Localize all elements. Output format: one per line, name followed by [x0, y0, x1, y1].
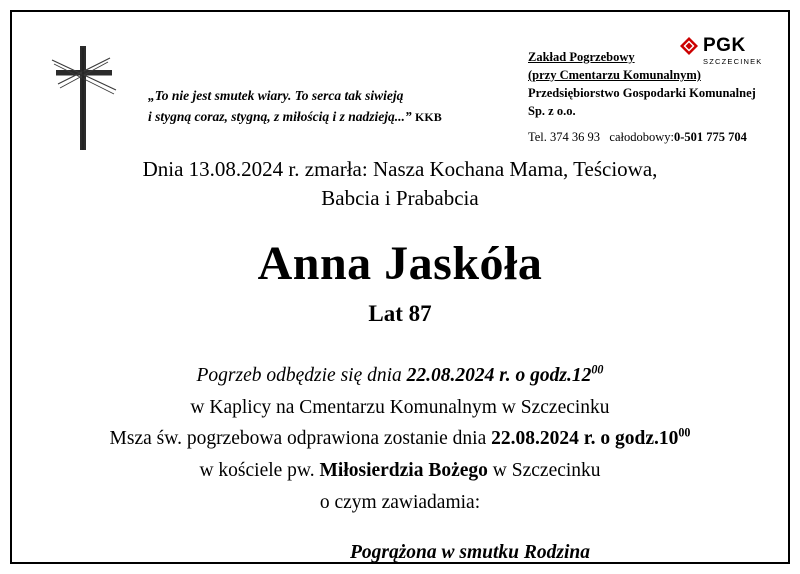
mass-prefix: Msza św. pogrzebowa odprawiona zostanie dnia	[109, 428, 492, 450]
church-suffix: w Szczecinku	[487, 460, 601, 482]
funeral-place: w Kaplicy na Cmentarzu Komunalnym w Szczecinku	[190, 396, 610, 418]
mass-line	[40, 423, 760, 455]
church-prefix: w kościele pw.	[199, 460, 320, 482]
quote-line-2: i stygną coraz, stygną, z miłością i z nadzieją...”	[148, 108, 412, 124]
logo-subtitle: SZCZECINEK	[703, 57, 763, 66]
funeral-home-info	[528, 48, 768, 146]
deceased-name: Anna Jaskóła	[257, 236, 543, 290]
funeral-prefix: Pogrzeb odbędzie się dnia	[196, 365, 407, 387]
intro-text	[40, 155, 760, 213]
church-name: Miłosierdzia Bożego	[319, 460, 488, 482]
deceased-age: Lat 87	[368, 301, 432, 327]
company-line-2: (przy Cmentarzu Komunalnym)	[528, 68, 701, 83]
family-signature: Pogrążona w smutku Rodzina	[349, 542, 591, 564]
cross-icon	[40, 38, 130, 153]
quote-attribution: KKB	[415, 109, 442, 124]
funeral-datetime-minutes: 00	[591, 362, 604, 377]
company-hotline-number: 0-501 775 704	[674, 129, 747, 144]
mass-datetime-minutes: 00	[678, 425, 691, 440]
mass-datetime: 22.08.2024 r. o godz.10	[491, 428, 679, 450]
intro-line-2: Babcia i Prababcia	[321, 185, 479, 210]
logo-name: PGK	[703, 35, 746, 56]
obituary-body	[40, 155, 760, 564]
intro-line-1: Dnia 13.08.2024 r. zmarła: Nasza Kochana Mama, Teściowa,	[142, 157, 658, 181]
quote-block	[148, 86, 478, 128]
funeral-details	[40, 360, 760, 518]
company-line-3: Przedsiębiorstwo Gospodarki Komunalnej	[528, 86, 756, 101]
funeral-line	[40, 360, 760, 392]
company-line-4: Sp. z o.o.	[528, 104, 576, 119]
company-line-1: Zakład Pogrzebowy	[528, 50, 635, 64]
funeral-datetime: 22.08.2024 r. o godz.12	[406, 365, 592, 387]
quote-line-1: „To nie jest smutek wiary. To serca tak siwieją	[148, 88, 404, 103]
announce-line: o czym zawiadamia:	[319, 491, 481, 513]
company-hotline-label: całodobowy:	[609, 129, 674, 144]
company-phones	[528, 128, 768, 146]
company-phone: Tel. 374 36 93	[528, 129, 601, 144]
church-line	[40, 455, 760, 487]
